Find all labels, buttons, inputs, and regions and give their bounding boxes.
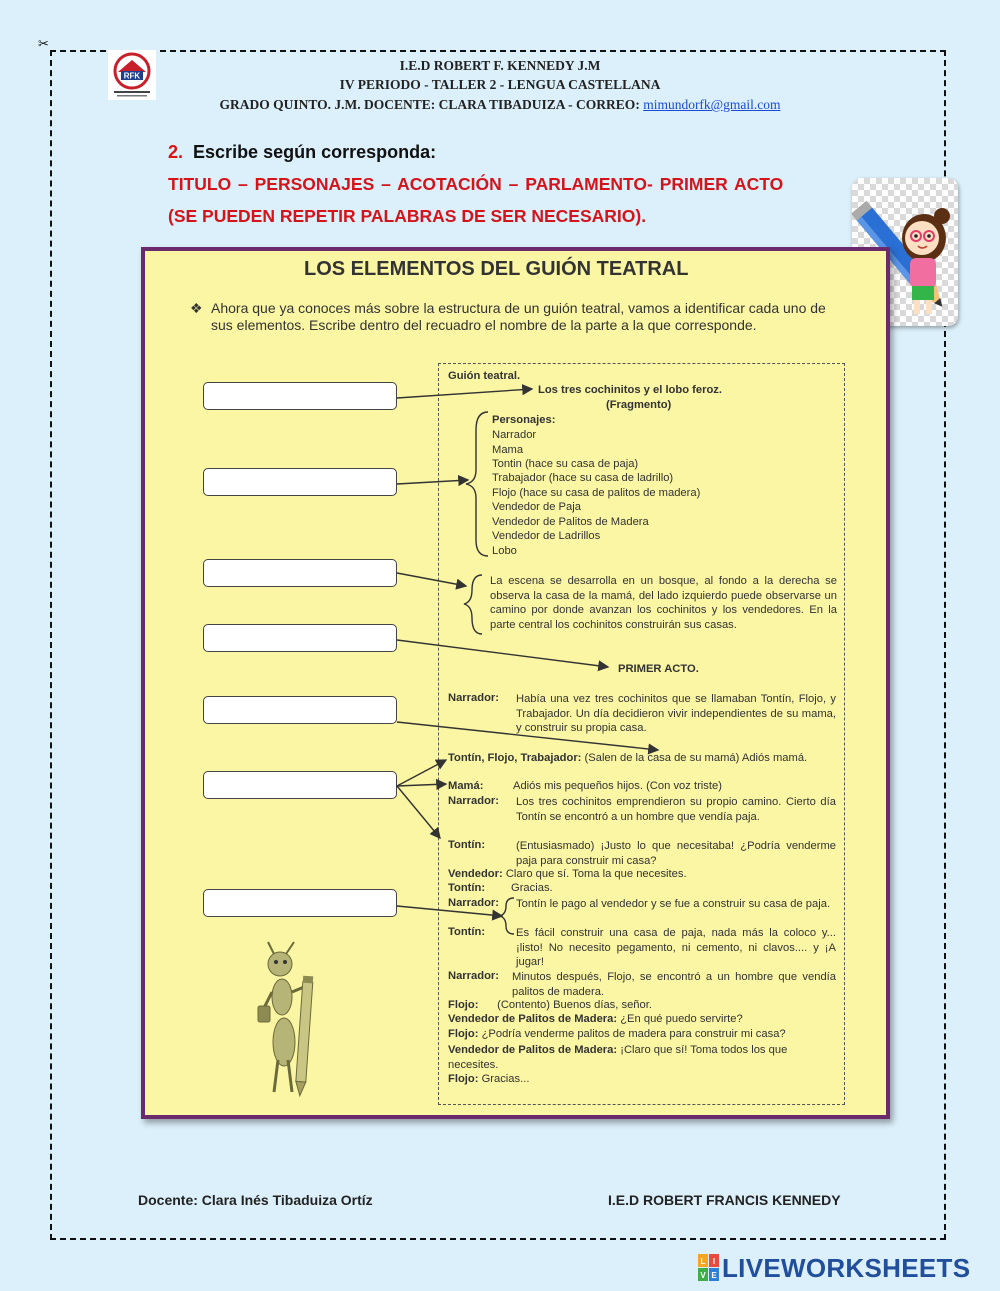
dialogue-speaker: Narrador: <box>448 692 499 704</box>
answer-box-1[interactable] <box>203 382 397 410</box>
header-school-name: I.E.D ROBERT F. KENNEDY J.M <box>399 58 601 73</box>
dialogue-line <box>448 999 652 1011</box>
brand-icon-letter: E <box>711 1271 717 1280</box>
dialogue-text: Es fácil construir una casa de paja, nada más la coloco y... ¡listo! No necesito pegamento, ni cemento, ni clavos.... y ¡A jugar! <box>516 927 836 968</box>
character-item: Narrador <box>492 429 537 441</box>
character-item: Flojo (hace su casa de palitos de madera) <box>492 487 701 499</box>
dialogue-speaker: Tontín, Flojo, Trabajador: <box>448 752 582 764</box>
instruction-text: Escribe según corresponda: <box>193 142 437 162</box>
instruction-number: 2. <box>168 142 184 162</box>
footer-school: I.E.D ROBERT FRANCIS KENNEDY <box>608 1192 841 1208</box>
dialogue-text: Gracias... <box>481 1073 530 1085</box>
dialogue-speaker: Narrador: <box>448 897 499 909</box>
answer-box-2[interactable] <box>203 468 397 496</box>
answer-box-3[interactable] <box>203 559 397 587</box>
header-teacher-line <box>0 97 1000 113</box>
script-label: Guión teatral. <box>448 370 521 382</box>
script-subtitle: (Fragmento) <box>606 399 672 411</box>
script-title: Los tres cochinitos y el lobo feroz. <box>538 384 723 396</box>
dialogue-text: Tontín le pago al vendedor y se fue a construir su casa de paja. <box>516 898 831 910</box>
dialogue-text: ¿En qué puedo servirte? <box>620 1013 743 1025</box>
dialogue-line <box>448 1043 838 1072</box>
brand-icon-letter: V <box>700 1271 706 1280</box>
dialogue-line <box>448 1013 743 1025</box>
dialogue-text: Había una vez tres cochinitos que se llamaban Tontín, Flojo, y Trabajador. Un día decidieron vivir independientes de su mama, y construir su propia casa. <box>516 693 836 734</box>
liveworksheets-brand[interactable]: LIVEWORKSHEETS <box>722 1253 971 1283</box>
footer-teacher: Docente: Clara Inés Tibaduiza Ortíz <box>138 1192 373 1208</box>
dialogue-text: ¿Podría venderme palitos de madera para construir mi casa? <box>481 1028 786 1040</box>
email-link[interactable]: mimundorfk@gmail.com <box>643 97 781 112</box>
brand-icon-letter: L <box>700 1257 706 1266</box>
dialogue-text: ¡Claro que sí! Toma todos los que necesites. <box>448 1044 788 1071</box>
header-teacher: GRADO QUINTO. J.M. DOCENTE: CLARA TIBADUIZA - CORREO <box>219 97 636 112</box>
liveworksheets-logo-icon <box>698 1254 720 1287</box>
dialogue-speaker: Tontín: <box>448 839 486 851</box>
dialogue-text: Gracias. <box>511 882 553 894</box>
header-period: IV PERIODO - TALLER 2 - LENGUA CASTELLANA <box>339 77 661 92</box>
dialogue-speaker: Flojo: <box>448 1028 479 1040</box>
dialogue-line <box>448 1073 529 1085</box>
dialogue-speaker: Narrador: <box>448 970 499 982</box>
bullet-icon: ❖ <box>190 300 203 316</box>
dialogue-speaker: Tontín: <box>448 882 486 894</box>
dialogue-line <box>448 868 687 880</box>
character-item: Mama <box>492 444 524 456</box>
dialogue-speaker: Narrador: <box>448 795 499 807</box>
dialogue-text: (Salen de la casa de su mamá) Adiós mamá. <box>584 752 808 764</box>
stage-direction: La escena se desarrolla en un bosque, al fondo a la derecha se observa la casa de la mamá, del lado izquierdo puede observarse un camino por donde avanzan los cochinitos y los vendedores. En la parte central los cochinitos construirán sus casas. <box>490 575 837 631</box>
panel-instructions-text: Ahora que ya conoces más sobre la estructura de un guión teatral, vamos a identificar cada uno de sus elementos. Escribe dentro del recuadro el nombre de la parte a la que corresponde. <box>211 300 826 333</box>
dialogue-speaker: Vendedor de Palitos de Madera: <box>448 1044 618 1056</box>
dialogue-text: (Entusiasmado) ¡Justo lo que necesitaba! ¿Podría venderme paja para construir mi casa? <box>516 840 836 867</box>
dialogue-text: Claro que sí. Toma la que necesites. <box>505 868 687 880</box>
header-separator: : <box>635 97 644 112</box>
character-item: Lobo <box>492 545 517 557</box>
character-item: Vendedor de Ladrillos <box>492 530 601 542</box>
instruction-heading <box>168 142 436 163</box>
answer-box-6[interactable] <box>203 771 397 799</box>
dialogue-text: (Contento) Buenos días, señor. <box>497 999 652 1011</box>
dialogue-speaker: Mamá: <box>448 780 484 792</box>
character-item: Tontin (hace su casa de paja) <box>492 458 639 470</box>
character-item: Trabajador (hace su casa de ladrillo) <box>492 472 674 484</box>
dialogue-line <box>448 1028 786 1040</box>
dialogue-text: Los tres cochinitos emprendieron su propio camino. Cierto día Tontín se encontró a un hombre que vendía paja. <box>516 796 836 823</box>
repeat-note: (SE PUEDEN REPETIR PALABRAS DE SER NECESARIO). <box>168 206 647 226</box>
dialogue-speaker: Flojo: <box>448 1073 479 1085</box>
dialogue-speaker: Tontín: <box>448 926 486 938</box>
dialogue-speaker: Vendedor: <box>448 868 503 880</box>
answer-box-5[interactable] <box>203 696 397 724</box>
answer-box-7[interactable] <box>203 889 397 917</box>
dialogue-speaker: Flojo: <box>448 999 479 1011</box>
panel-title: LOS ELEMENTOS DEL GUIÓN TEATRAL <box>304 258 689 280</box>
characters-heading: Personajes: <box>492 414 556 426</box>
panel-instructions <box>190 300 842 333</box>
brand-icon-letter: I <box>712 1257 716 1266</box>
answer-box-4[interactable] <box>203 624 397 652</box>
character-item: Vendedor de Paja <box>492 501 581 513</box>
logo-text: RFK <box>123 71 141 81</box>
dialogue-speaker: Vendedor de Palitos de Madera: <box>448 1013 618 1025</box>
dialogue-text: Minutos después, Flojo, se encontró a un hombre que vendía palitos de madera. <box>512 971 836 998</box>
character-item: Vendedor de Palitos de Madera <box>492 516 649 528</box>
scissors-icon: ✂ <box>38 36 49 51</box>
act-heading: PRIMER ACTO. <box>618 663 699 675</box>
dialogue-text: Adiós mis pequeños hijos. (Con voz triste) <box>513 780 722 792</box>
word-options: TITULO – PERSONAJES – ACOTACIÓN – PARLAMENTO- PRIMER ACTO <box>168 174 784 194</box>
dialogue-line <box>448 751 838 766</box>
